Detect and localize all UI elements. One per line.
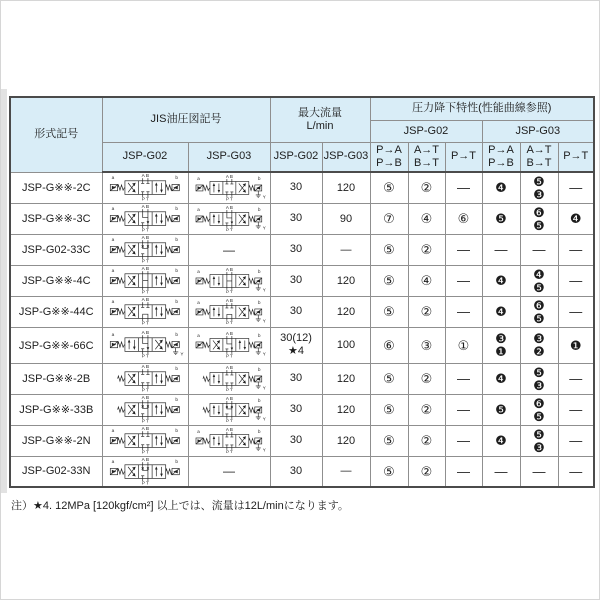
header-g02-pa-pb: P→A P→B <box>370 142 408 172</box>
svg-text:A B: A B <box>226 396 233 401</box>
svg-text:A B: A B <box>141 457 150 462</box>
jis-valve-symbol <box>190 206 268 232</box>
pressure-drop-cell-3: — <box>445 234 482 265</box>
table-row <box>10 265 594 296</box>
pressure-drop-cell-6: — <box>558 425 594 456</box>
pressure-drop-cell-1: ⑤ <box>370 265 408 296</box>
svg-text:P T: P T <box>226 288 233 294</box>
svg-text:A B: A B <box>141 174 150 179</box>
flow-g03-cell: 120 <box>322 265 370 296</box>
model-code-cell: JSP-G※※-66C <box>10 327 102 363</box>
jis-valve-symbol <box>104 396 186 423</box>
svg-text:P T: P T <box>141 418 150 424</box>
header-jis-g02: JSP-G02 <box>102 142 188 172</box>
symbol-g03-cell <box>188 172 270 203</box>
svg-text:a: a <box>111 237 115 243</box>
svg-text:A B: A B <box>226 174 233 179</box>
jis-valve-symbol <box>104 298 186 325</box>
svg-text:Y: Y <box>262 286 266 292</box>
symbol-g03-cell <box>188 327 270 363</box>
pressure-drop-cell-6: — <box>558 394 594 425</box>
flow-g02-cell: 30 <box>270 394 322 425</box>
pressure-drop-cell-6: — <box>558 363 594 394</box>
pressure-drop-cell-5: — <box>520 456 558 487</box>
svg-text:b: b <box>175 175 179 181</box>
flow-g02-cell: 30(12) ★4 <box>270 327 322 363</box>
header-max-flow-line1: 最大流量 <box>298 106 342 119</box>
model-code-cell: JSP-G※※-4C <box>10 265 102 296</box>
flow-g03-cell: 100 <box>322 327 370 363</box>
svg-text:A B: A B <box>141 426 150 432</box>
header-jis-g03: JSP-G03 <box>188 142 270 172</box>
pressure-drop-cell-1: ⑤ <box>370 172 408 203</box>
pressure-drop-cell-3: ① <box>445 327 482 363</box>
svg-text:A B: A B <box>141 395 150 401</box>
svg-text:Y: Y <box>262 415 266 421</box>
jis-valve-symbol <box>104 205 186 232</box>
pressure-drop-cell-3: ⑥ <box>445 203 482 234</box>
table-row <box>10 425 594 456</box>
symbol-g03-cell <box>188 394 270 425</box>
flow-g02-cell: 30 <box>270 265 322 296</box>
jis-valve-symbol <box>104 458 186 485</box>
pressure-drop-cell-4: ❹ <box>482 425 520 456</box>
svg-text:Y: Y <box>262 317 266 323</box>
header-max-flow-line2: L/min <box>306 119 334 132</box>
flow-g03-cell: — <box>322 456 370 487</box>
pressure-drop-cell-6: — <box>558 172 594 203</box>
pressure-drop-cell-4: — <box>482 234 520 265</box>
svg-text:P T: P T <box>226 226 233 232</box>
symbol-g02-cell <box>102 296 188 327</box>
table-row <box>10 296 594 327</box>
svg-text:a: a <box>111 299 115 305</box>
pressure-drop-cell-3: — <box>445 394 482 425</box>
svg-text:a: a <box>111 175 115 181</box>
jis-valve-symbol <box>190 397 268 423</box>
header-g02-at-bt: A→T B→T <box>408 142 445 172</box>
symbol-g02-cell <box>102 425 188 456</box>
model-code-cell: JSP-G※※-2C <box>10 172 102 203</box>
svg-text:P T: P T <box>141 258 150 264</box>
svg-text:b: b <box>175 206 179 212</box>
header-g03-pa-pb: P→A P→B <box>482 142 520 172</box>
model-code-cell: JSP-G02-33C <box>10 234 102 265</box>
flow-g03-cell: 120 <box>322 394 370 425</box>
valve-spec-table <box>9 96 595 488</box>
symbol-g02-cell <box>102 394 188 425</box>
svg-text:b: b <box>258 268 261 274</box>
svg-text:A B: A B <box>141 204 150 210</box>
svg-text:P T: P T <box>141 227 150 233</box>
svg-text:A B: A B <box>226 427 233 432</box>
svg-text:a: a <box>197 206 200 212</box>
pressure-drop-cell-5: ❻ ❺ <box>520 296 558 327</box>
model-code-cell: JSP-G※※-33B <box>10 394 102 425</box>
header-g03-at-bt: A→T B→T <box>520 142 558 172</box>
svg-text:A B: A B <box>141 331 150 336</box>
header-jis-symbol: JIS油圧図記号 <box>102 97 270 142</box>
svg-text:Y: Y <box>262 384 266 390</box>
svg-text:P T: P T <box>226 319 233 325</box>
table-row <box>10 203 594 234</box>
svg-text:Y: Y <box>262 351 266 357</box>
header-g03-pt: P→T <box>558 142 594 172</box>
svg-text:P T: P T <box>141 196 150 202</box>
svg-text:Y: Y <box>262 194 266 200</box>
header-max-flow <box>270 97 370 142</box>
svg-text:b: b <box>258 397 261 403</box>
model-code-cell: JSP-G※※-3C <box>10 203 102 234</box>
pressure-drop-cell-2: ④ <box>408 203 445 234</box>
pressure-drop-cell-6: ❶ <box>558 327 594 363</box>
svg-text:b: b <box>175 458 179 464</box>
svg-text:A B: A B <box>226 267 233 272</box>
svg-text:A B: A B <box>226 298 233 303</box>
pressure-drop-cell-1: ⑤ <box>370 234 408 265</box>
svg-text:P T: P T <box>226 196 233 201</box>
svg-text:b: b <box>175 237 179 243</box>
svg-text:a: a <box>111 268 115 274</box>
svg-text:b: b <box>175 397 179 403</box>
svg-text:A B: A B <box>141 297 150 303</box>
symbol-g03-cell <box>188 203 270 234</box>
symbol-g03-cell <box>188 296 270 327</box>
pressure-drop-cell-5: ❺ ❸ <box>520 172 558 203</box>
svg-text:a: a <box>197 175 200 181</box>
svg-text:A B: A B <box>141 235 150 241</box>
pressure-drop-cell-3: — <box>445 456 482 487</box>
svg-text:b: b <box>175 428 179 434</box>
svg-text:b: b <box>258 175 261 181</box>
symbol-g02-cell <box>102 363 188 394</box>
pressure-drop-cell-2: ② <box>408 172 445 203</box>
pressure-drop-cell-4: ❹ <box>482 172 520 203</box>
svg-text:Y: Y <box>262 224 266 230</box>
jis-valve-symbol <box>190 299 268 325</box>
jis-valve-symbol <box>104 365 186 392</box>
svg-text:Y: Y <box>180 351 184 357</box>
pressure-drop-cell-1: ⑤ <box>370 456 408 487</box>
symbol-g03-cell <box>188 363 270 394</box>
svg-text:A B: A B <box>141 364 150 370</box>
svg-text:A B: A B <box>141 266 150 272</box>
jis-valve-symbol <box>104 174 186 201</box>
svg-text:P T: P T <box>141 354 150 359</box>
svg-text:P T: P T <box>226 386 233 392</box>
pressure-drop-cell-6: — <box>558 456 594 487</box>
symbol-g02-cell <box>102 456 188 487</box>
svg-text:a: a <box>111 332 115 338</box>
jis-valve-symbol <box>104 427 186 454</box>
pressure-drop-cell-6: — <box>558 265 594 296</box>
svg-text:P T: P T <box>141 480 150 485</box>
pressure-drop-cell-1: ⑤ <box>370 296 408 327</box>
header-g02-pt: P→T <box>445 142 482 172</box>
symbol-g02-cell <box>102 234 188 265</box>
jis-valve-symbol <box>190 428 268 454</box>
flow-g03-cell: 120 <box>322 363 370 394</box>
svg-text:A B: A B <box>226 332 233 337</box>
svg-text:a: a <box>197 333 200 339</box>
page-edge-shadow <box>1 89 7 493</box>
svg-text:b: b <box>175 299 179 305</box>
flow-g02-cell: 30 <box>270 296 322 327</box>
model-code-cell: JSP-G02-33N <box>10 456 102 487</box>
jis-valve-symbol <box>190 332 268 358</box>
svg-text:A B: A B <box>226 205 233 210</box>
pressure-drop-cell-4: ❹ <box>482 296 520 327</box>
pressure-drop-cell-6: — <box>558 296 594 327</box>
svg-text:b: b <box>258 299 261 305</box>
pressure-drop-cell-3: — <box>445 425 482 456</box>
pressure-drop-cell-4: ❸ ❶ <box>482 327 520 363</box>
svg-text:P T: P T <box>226 353 233 358</box>
table-row <box>10 456 594 487</box>
table-row <box>10 363 594 394</box>
symbol-g02-cell <box>102 172 188 203</box>
pressure-drop-cell-5: — <box>520 234 558 265</box>
pressure-drop-cell-2: ② <box>408 425 445 456</box>
jis-valve-symbol <box>104 236 186 263</box>
header-pd-g03: JSP-G03 <box>482 120 594 142</box>
header-flow-g02: JSP-G02 <box>270 142 322 172</box>
pressure-drop-cell-3: — <box>445 265 482 296</box>
table-row <box>10 172 594 203</box>
symbol-g03-cell <box>188 265 270 296</box>
pressure-drop-cell-6: — <box>558 234 594 265</box>
table-row <box>10 327 594 363</box>
pressure-drop-cell-3: — <box>445 296 482 327</box>
svg-text:P T: P T <box>141 289 150 295</box>
flow-g02-cell: 30 <box>270 234 322 265</box>
model-code-cell: JSP-G※※-2B <box>10 363 102 394</box>
pressure-drop-cell-1: ⑥ <box>370 327 408 363</box>
svg-text:a: a <box>197 299 200 305</box>
svg-text:P T: P T <box>141 320 150 326</box>
svg-text:a: a <box>111 428 115 434</box>
table-row <box>10 394 594 425</box>
svg-text:A B: A B <box>226 365 233 370</box>
flow-g03-cell: 120 <box>322 172 370 203</box>
pressure-drop-cell-5: ❻ ❺ <box>520 394 558 425</box>
pressure-drop-cell-5: ❸ ❷ <box>520 327 558 363</box>
pressure-drop-cell-5: ❹ ❺ <box>520 265 558 296</box>
pressure-drop-cell-2: ④ <box>408 265 445 296</box>
pressure-drop-cell-1: ⑦ <box>370 203 408 234</box>
pressure-drop-cell-2: ② <box>408 363 445 394</box>
svg-text:b: b <box>175 332 179 338</box>
symbol-g02-cell <box>102 327 188 363</box>
pressure-drop-cell-4: ❺ <box>482 203 520 234</box>
header-pd-g02: JSP-G02 <box>370 120 482 142</box>
model-code-cell: JSP-G※※-44C <box>10 296 102 327</box>
flow-g03-cell: — <box>322 234 370 265</box>
flow-g02-cell: 30 <box>270 203 322 234</box>
pressure-drop-cell-2: ② <box>408 296 445 327</box>
svg-text:b: b <box>258 366 261 372</box>
svg-text:a: a <box>111 458 115 464</box>
svg-text:a: a <box>197 268 200 274</box>
symbol-g03-cell: — <box>188 234 270 265</box>
jis-valve-symbol <box>190 268 268 294</box>
pressure-drop-cell-6: ❹ <box>558 203 594 234</box>
symbol-g03-cell: — <box>188 456 270 487</box>
svg-text:P T: P T <box>226 417 233 423</box>
pressure-drop-cell-3: — <box>445 172 482 203</box>
pressure-drop-cell-5: ❺ ❸ <box>520 425 558 456</box>
flow-g03-cell: 90 <box>322 203 370 234</box>
flow-g02-cell: 30 <box>270 456 322 487</box>
svg-text:b: b <box>175 366 179 372</box>
flow-g02-cell: 30 <box>270 363 322 394</box>
pressure-drop-cell-3: — <box>445 363 482 394</box>
model-code-cell: JSP-G※※-2N <box>10 425 102 456</box>
pressure-drop-cell-1: ⑤ <box>370 425 408 456</box>
pressure-drop-cell-1: ⑤ <box>370 394 408 425</box>
svg-text:P T: P T <box>141 387 150 393</box>
flow-g03-cell: 120 <box>322 425 370 456</box>
header-pressure-drop: 圧力降下特性(性能曲線参照) <box>370 97 594 120</box>
flow-g03-cell: 120 <box>322 296 370 327</box>
header-model: 形式記号 <box>10 97 102 172</box>
pressure-drop-cell-2: ② <box>408 456 445 487</box>
pressure-drop-cell-4: ❺ <box>482 394 520 425</box>
svg-text:P T: P T <box>141 449 150 455</box>
pressure-drop-cell-5: ❺ ❸ <box>520 363 558 394</box>
symbol-g03-cell <box>188 425 270 456</box>
pressure-drop-cell-5: ❻ ❺ <box>520 203 558 234</box>
pressure-drop-cell-1: ⑤ <box>370 363 408 394</box>
header-flow-g03: JSP-G03 <box>322 142 370 172</box>
symbol-g02-cell <box>102 203 188 234</box>
pressure-drop-cell-2: ② <box>408 234 445 265</box>
svg-text:b: b <box>258 428 261 434</box>
jis-valve-symbol <box>104 267 186 294</box>
pressure-drop-cell-4: ❹ <box>482 363 520 394</box>
pressure-drop-cell-2: ② <box>408 394 445 425</box>
symbol-g02-cell <box>102 265 188 296</box>
svg-text:a: a <box>197 428 200 434</box>
footnote: 注）★4. 12MPa [120kgf/cm²] 以上では、流量は12L/minになります。 <box>11 500 349 512</box>
svg-text:b: b <box>175 268 179 274</box>
svg-text:b: b <box>258 333 261 339</box>
jis-valve-symbol <box>104 331 186 358</box>
pressure-drop-cell-2: ③ <box>408 327 445 363</box>
flow-g02-cell: 30 <box>270 425 322 456</box>
svg-text:b: b <box>258 206 261 212</box>
pressure-drop-cell-4: — <box>482 456 520 487</box>
jis-valve-symbol <box>190 175 268 201</box>
table-row <box>10 234 594 265</box>
jis-valve-symbol <box>190 366 268 392</box>
pressure-drop-cell-4: ❹ <box>482 265 520 296</box>
svg-text:a: a <box>111 206 115 212</box>
flow-g02-cell: 30 <box>270 172 322 203</box>
svg-text:P T: P T <box>226 448 233 454</box>
svg-text:Y: Y <box>262 446 266 452</box>
